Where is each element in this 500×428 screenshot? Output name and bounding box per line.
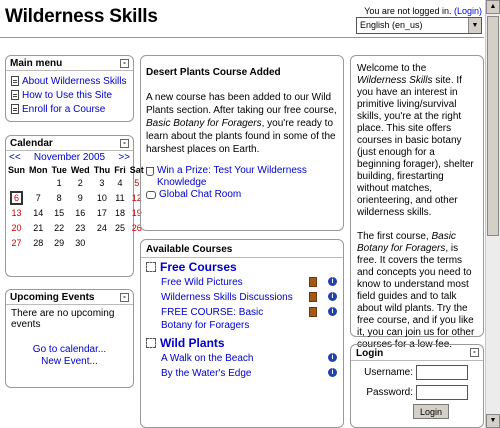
calendar-day[interactable]: 30	[75, 237, 86, 248]
calendar-day[interactable]: 28	[33, 237, 44, 248]
news-block	[140, 55, 344, 231]
course-label[interactable]: By the Water's Edge	[161, 368, 252, 379]
calendar-weekday: Thu	[93, 165, 111, 175]
new-event-link[interactable]: New Event...	[41, 356, 98, 367]
info-icon[interactable]: i	[328, 353, 337, 362]
calendar-week	[6, 175, 146, 190]
login-status-text: You are not logged in.	[364, 6, 452, 16]
info-icon[interactable]: i	[328, 307, 337, 316]
calendar-day[interactable]: 20	[11, 222, 22, 233]
welcome-paragraph-2	[357, 231, 477, 351]
welcome-block	[350, 55, 484, 350]
header-divider	[0, 37, 484, 38]
course-link[interactable]	[141, 276, 343, 291]
login-status	[364, 6, 482, 16]
document-icon	[11, 90, 19, 100]
news-link-prize[interactable]	[146, 165, 338, 189]
news-body-text: A new course has been added to our Wild Plants section. After taking our free course,	[146, 92, 337, 116]
calendar-day[interactable]: 27	[11, 237, 22, 248]
calendar-weekday: Sun	[8, 165, 25, 175]
course-category-label[interactable]: Wild Plants	[160, 336, 225, 350]
calendar-day[interactable]: 1	[56, 177, 62, 188]
course-link[interactable]	[141, 291, 343, 306]
info-icon[interactable]: i	[328, 368, 337, 377]
document-icon	[11, 76, 19, 86]
main-menu-header	[6, 56, 133, 71]
calendar-week	[6, 235, 146, 250]
menu-item-about[interactable]	[11, 74, 128, 88]
calendar-month[interactable]: November 2005	[33, 152, 106, 163]
course-link[interactable]	[141, 306, 343, 334]
calendar-prev-link[interactable]: <<	[9, 152, 21, 163]
info-icon[interactable]: i	[328, 292, 337, 301]
menu-item-label[interactable]: About Wilderness Skills	[22, 75, 127, 87]
category-icon	[146, 262, 156, 272]
course-link[interactable]	[141, 367, 343, 382]
calendar-day[interactable]: 11	[115, 192, 125, 203]
calendar-day[interactable]: 3	[99, 177, 105, 188]
available-courses-title: Available Courses	[141, 240, 343, 258]
password-label: Password:	[366, 386, 413, 398]
calendar-day[interactable]: 17	[96, 207, 107, 218]
calendar-day[interactable]: 15	[54, 207, 65, 218]
course-category-label[interactable]: Free Courses	[160, 260, 237, 274]
course-label[interactable]: A Walk on the Beach	[161, 353, 254, 364]
calendar-day	[112, 235, 128, 250]
trophy-icon	[146, 167, 154, 176]
collapse-icon[interactable]: -	[120, 59, 129, 68]
course-label[interactable]: FREE COURSE: Basic Botany for Foragers	[161, 307, 264, 331]
collapse-icon[interactable]: -	[120, 139, 129, 148]
calendar-week	[6, 190, 146, 205]
password-field[interactable]	[416, 385, 468, 400]
calendar-day[interactable]: 12	[131, 192, 142, 203]
news-link-chat-label[interactable]: Global Chat Room	[159, 189, 242, 200]
calendar-day[interactable]: 8	[56, 192, 62, 203]
key-icon	[309, 307, 317, 317]
calendar-title: Calendar	[10, 138, 53, 149]
menu-item-label[interactable]: Enroll for a Course	[22, 103, 106, 115]
calendar-day[interactable]: 16	[75, 207, 86, 218]
username-row	[351, 363, 483, 381]
calendar-day[interactable]: 29	[54, 237, 65, 248]
calendar-day[interactable]: 13	[11, 207, 22, 218]
calendar-day[interactable]: 19	[131, 207, 142, 218]
password-row	[351, 383, 483, 401]
calendar-day[interactable]: 26	[131, 222, 142, 233]
calendar-day[interactable]: 7	[35, 192, 41, 203]
main-menu-block	[5, 55, 134, 122]
calendar-nav	[6, 151, 133, 164]
menu-item-label[interactable]: How to Use this Site	[22, 89, 113, 101]
info-icon[interactable]: i	[328, 277, 337, 286]
calendar-day[interactable]: 24	[96, 222, 107, 233]
menu-item-enroll[interactable]	[11, 102, 128, 116]
calendar-day[interactable]: 22	[54, 222, 65, 233]
news-body-course: Basic Botany for Foragers	[146, 118, 262, 129]
login-header	[351, 345, 483, 361]
calendar-day[interactable]: 14	[33, 207, 44, 218]
goto-calendar-link[interactable]: Go to calendar...	[32, 344, 107, 355]
upcoming-events-header	[6, 290, 133, 305]
login-title: Login	[356, 348, 384, 359]
calendar-weekday: Tue	[51, 165, 67, 175]
calendar-header	[6, 136, 133, 151]
news-link-prize-label[interactable]: Win a Prize: Test Your Wilderness Knowledge	[157, 165, 307, 188]
calendar-day[interactable]: 4	[117, 177, 123, 188]
category-icon	[146, 338, 156, 348]
course-link[interactable]	[141, 352, 343, 367]
calendar-day[interactable]: 23	[75, 222, 86, 233]
welcome-text: site. If you have an interest in primitive living/survival skills, you're at the right place. This site offers courses in basic botany (just enough for a beginning forager), shelter building, firestarting without matches, orienteering, and other wilderness skills.	[357, 75, 474, 218]
chevron-down-icon[interactable]: ▼	[468, 18, 481, 33]
calendar-day[interactable]: 9	[77, 192, 83, 203]
calendar-day[interactable]	[6, 190, 27, 205]
calendar-weekday: Sat	[129, 165, 144, 175]
calendar-today[interactable]: 6	[10, 191, 23, 205]
calendar-week	[6, 205, 146, 220]
chat-icon	[146, 191, 156, 199]
calendar-day[interactable]: 25	[114, 222, 125, 233]
document-icon	[11, 104, 19, 114]
site-title: Wilderness Skills	[5, 6, 158, 27]
login-block	[350, 344, 484, 428]
login-link[interactable]: (Login)	[453, 6, 482, 16]
welcome-site-name: Wilderness Skills	[357, 75, 433, 86]
course-label[interactable]: Wilderness Skills Discussions	[161, 292, 293, 303]
course-category-wild-plants[interactable]	[141, 334, 343, 352]
news-title: Desert Plants Course Added	[146, 67, 281, 78]
calendar-block	[5, 135, 144, 277]
calendar-day	[6, 175, 27, 190]
calendar-weekday: Fri	[114, 165, 126, 175]
welcome-paragraph-1	[357, 63, 477, 219]
language-select[interactable]	[356, 17, 482, 34]
calendar-grid	[6, 165, 146, 250]
collapse-icon[interactable]: -	[120, 293, 129, 302]
calendar-day[interactable]: 21	[33, 222, 44, 233]
welcome-text: Welcome to the	[357, 63, 427, 74]
main-menu-title: Main menu	[10, 58, 63, 69]
welcome-course-name: Basic Botany for Foragers	[357, 231, 456, 254]
calendar-week	[6, 220, 146, 235]
news-body-text: , you're ready to learn about the plants found in some of the harshest places on Earth.	[146, 118, 336, 155]
upcoming-events-block	[5, 289, 134, 388]
news-body	[146, 91, 338, 156]
calendar-day[interactable]: 5	[134, 177, 140, 188]
calendar-day	[27, 175, 50, 190]
scroll-up-icon[interactable]: ▲	[486, 0, 500, 14]
calendar-weekday: Mon	[29, 165, 48, 175]
username-field[interactable]	[416, 365, 468, 380]
course-category-free[interactable]	[141, 258, 343, 276]
calendar-next-link[interactable]: >>	[118, 152, 130, 163]
scrollbar-thumb[interactable]	[487, 16, 499, 236]
calendar-day[interactable]: 10	[96, 192, 107, 203]
calendar-day[interactable]: 18	[114, 207, 125, 218]
collapse-icon[interactable]: -	[470, 348, 479, 357]
course-label[interactable]: Free Wild Pictures	[161, 277, 243, 288]
scroll-down-icon[interactable]: ▼	[486, 414, 500, 428]
calendar-day	[92, 235, 113, 250]
upcoming-events-title: Upcoming Events	[10, 292, 95, 303]
news-link-chat[interactable]	[146, 189, 338, 201]
key-icon	[309, 277, 317, 287]
calendar-day[interactable]: 2	[77, 177, 83, 188]
welcome-text: The first course,	[357, 231, 432, 242]
available-courses-block	[140, 239, 344, 428]
calendar-weekday: Wed	[70, 165, 90, 175]
vertical-scrollbar[interactable]	[485, 0, 500, 428]
language-selected: English (en_us)	[360, 20, 423, 30]
login-button[interactable]: Login	[413, 404, 449, 419]
username-label: Username:	[364, 366, 413, 378]
menu-item-how-to-use[interactable]	[11, 88, 128, 102]
welcome-text: , is free. It covers the terms and concepts you need to know to understand most field guides and to talk about wild plants. Try the free course, and if you like it, you can join us for other courses for a low fee.	[357, 243, 475, 350]
upcoming-events-empty: There are no upcoming events	[11, 308, 115, 330]
key-icon	[309, 292, 317, 302]
